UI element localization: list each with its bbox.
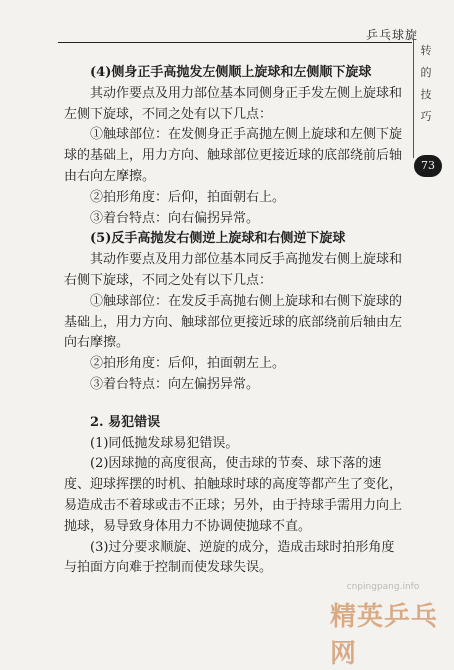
paragraph: ③着台特点：向右偏拐异常。 bbox=[90, 210, 260, 226]
side-tab bbox=[416, 40, 436, 128]
paragraph: 其动作要点及用力部位基本同反手高抛发右侧上旋球和右侧下旋球，不同之处有以下几点： bbox=[64, 252, 403, 288]
paragraph: ③着台特点：向左偏拐异常。 bbox=[90, 376, 260, 392]
paragraph: 其动作要点及用力部位基本同侧身正手发左侧上旋球和左侧下旋球，不同之处有以下几点： bbox=[64, 85, 403, 122]
watermark-url: cnpingpang.info bbox=[346, 582, 420, 592]
paragraph: (3)过分要求顺旋、逆旋的成分，造成击球时拍形角度与拍面方向难于控制而使发球失误。 bbox=[64, 539, 395, 576]
paragraph: (2)因球抛的高度很高，使击球的节奏、球下落的速度、迎球挥摆的时机、拍触球时球的高度等都产生了变化，易造成击不着球或击不正球；另外，由于持球手需用力向上抛球，易导致身体用力不协调使抛球不直。 bbox=[64, 456, 403, 534]
paragraph-gap bbox=[64, 396, 404, 413]
page-number: 73 bbox=[414, 155, 442, 177]
watermark-logo-text: 精英乒乓网 bbox=[330, 602, 439, 669]
running-head: 乒乓球旋 bbox=[365, 28, 418, 42]
side-tab-char: 的 bbox=[420, 66, 432, 79]
paragraph: (1)同低抛发球易犯错误。 bbox=[90, 435, 239, 451]
body-text bbox=[64, 63, 404, 579]
header-rule bbox=[58, 42, 412, 43]
paragraph: ②拍形角度：后仰，拍面朝右上。 bbox=[90, 189, 286, 205]
paragraph: ②拍形角度：后仰，拍面朝左上。 bbox=[90, 356, 286, 372]
side-tab-char: 巧 bbox=[420, 110, 432, 123]
side-rule bbox=[413, 40, 414, 158]
watermark bbox=[316, 572, 450, 669]
side-tab-char: 技 bbox=[420, 88, 432, 101]
paragraph: ①触球部位：在发侧身正手高抛左侧上旋球和左侧下旋球的基础上，用力方向、触球部位更接近球的底部绕前后轴由右向左摩擦。 bbox=[64, 127, 403, 184]
side-tab-char: 转 bbox=[420, 44, 432, 57]
paragraph: ①触球部位：在发反手高抛右侧上旋球和右侧下旋球的基础上，用力方向、触球部位更接近球的底部绕前后轴由左向右摩擦。 bbox=[64, 293, 403, 351]
section-heading: (4)侧身正手高抛发左侧顺上旋球和左侧顺下旋球 bbox=[90, 65, 372, 80]
section-heading: 2. 易犯错误 bbox=[90, 414, 161, 430]
section-heading: (5)反手高抛发右侧逆上旋球和右侧逆下旋球 bbox=[90, 231, 346, 247]
